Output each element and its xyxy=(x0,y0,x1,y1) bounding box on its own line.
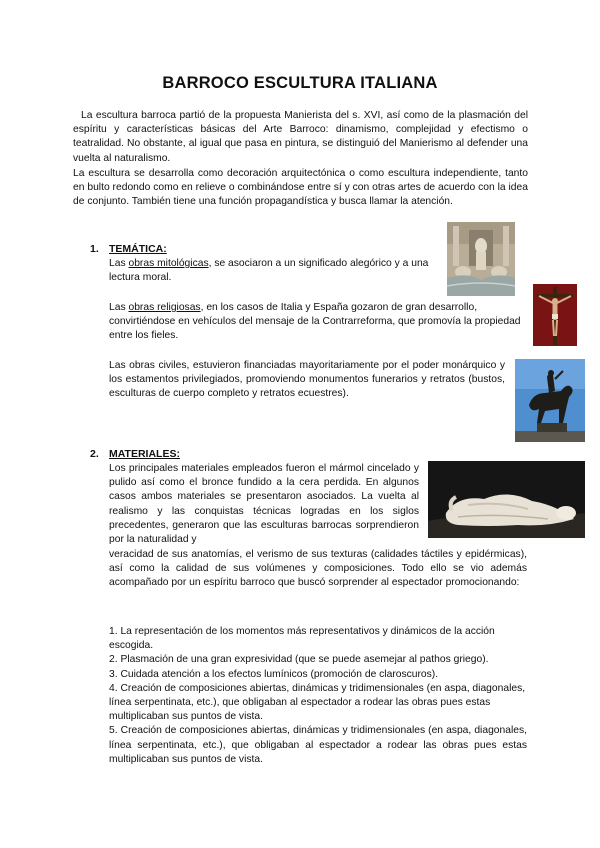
text-fragment: , se asociaron a un significado alegórico y a una lectura moral. xyxy=(109,258,429,284)
trevi-fountain-image xyxy=(447,222,515,296)
intro-paragraph-2: La escultura se desarrolla como decoración arquitectónica o como escultura independiente, tanto en bulto redondo como en relieve o combinándose entre sí y con otras artes de acuerdo con la idea de conjunto. También tiene una función propagandística y busca llamar la atención. xyxy=(73,168,528,208)
list-item: 2. Plasmación de una gran expresividad (que se puede asemejar al pathos griego). xyxy=(109,654,489,666)
list-item: 5. Creación de composiciones abiertas, dinámicas y tridimensionales (en aspa, diagonales, línea serpentinata, etc.), que obligaban al espectador a rodear las obras pues estas multiplicaban sus puntos de vista. xyxy=(109,725,527,765)
section-2-paragraph-1a: Los principales materiales empleados fueron el mármol cincelado y pulido así como el bronce fundido a la cera perdida. En algunos casos ambos materiales se presentaron asociados. La vuelta al realismo y las conquistas técnicas logradas en los siglos precedentes, generaron que las esculturas barrocas sorprendieron por la naturalidad y xyxy=(109,463,419,546)
section-1-paragraph-2 xyxy=(109,301,529,344)
section-2-paragraph-1b: veracidad de sus anatomías, el verismo de sus texturas (calidades táctiles y epidérmicas), así como la calidad de sus volúmenes y composiciones. Todo ello se vio además acompañado por un espíritu barroco que buscó sorprender al espectador promocionando: xyxy=(109,549,527,589)
section-1-paragraph-3: Las obras civiles, estuvieron financiadas mayoritariamente por el poder monárquico y los estamentos privilegiados, promoviendo monumentos funerarios y retratos (bustos, esculturas de cuerpo completo y retratos ecuestres). xyxy=(109,360,505,400)
intro-paragraph-1: La escultura barroca partió de la propuesta Manierista del s. XVI, así como de la plasmación del espíritu y características básicas del Arte Barroco: dinamismo, complejidad y efectismo o teatralidad. No obstante, al igual que pasa en pintura, se distinguió del Manierismo al defender una vuelta al naturalismo. xyxy=(73,110,528,164)
reclining-sculpture-image xyxy=(428,461,585,538)
promotion-list xyxy=(109,625,527,767)
list-item: 3. Cuidada atención a los efectos lumínicos (promoción de claroscuros). xyxy=(109,668,439,680)
section-1-number: 1. xyxy=(90,243,99,255)
equestrian-statue-illustration xyxy=(515,359,585,442)
section-2-heading xyxy=(90,448,180,460)
trevi-fountain-illustration xyxy=(447,222,515,296)
section-1-paragraph-1 xyxy=(109,257,439,285)
list-item: 4. Creación de composiciones abiertas, dinámicas y tridimensionales (en aspa, diagonales, línea serpentinata, etc.), que obligaban al espectador a rodear las obras pues estas multiplicaban sus puntos de vista. xyxy=(109,682,526,723)
text-fragment: Las xyxy=(109,258,129,269)
religious-works-term: obras religiosas xyxy=(128,302,201,313)
section-2-number: 2. xyxy=(90,448,99,460)
section-2-title: MATERIALES: xyxy=(109,448,180,460)
text-fragment: Las xyxy=(109,302,129,313)
document-title: BARROCO ESCULTURA ITALIANA xyxy=(162,74,438,92)
equestrian-statue-image xyxy=(515,359,585,442)
section-1-heading xyxy=(90,243,167,255)
section-1-title: TEMÁTICA: xyxy=(109,243,167,255)
crucifix-image xyxy=(533,284,577,346)
crucifix-illustration xyxy=(533,284,577,346)
reclining-sculpture-illustration xyxy=(428,461,585,538)
mythological-works-term: obras mitológicas xyxy=(128,258,209,269)
list-item: 1. La representación de los momentos más representativos y dinámicos de la acción escogida. xyxy=(109,626,495,652)
text-fragment: , en los casos de Italia y España gozaron de gran desarrollo, convirtiéndose en vehículos del mensaje de la Contrarreforma, que promovía la propiedad entre los fieles. xyxy=(109,302,521,342)
